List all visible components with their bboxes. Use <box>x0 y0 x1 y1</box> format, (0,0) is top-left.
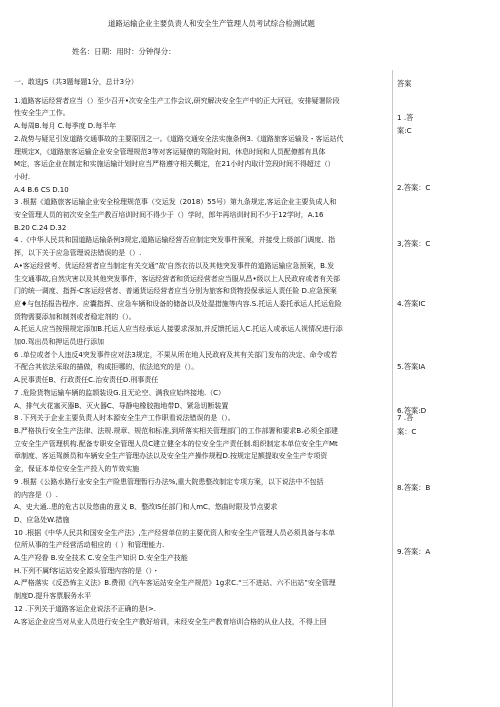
answer-4: 4.答案IC <box>397 299 426 308</box>
document-title: 道路运输企业主要负责人和安全生产管理人员考试综合检测试题 <box>108 19 315 28</box>
question-line: 安全管理人员的初次安全生产教百培训时间不得少于（）学时，郎年再培训时间不少于12学时，A.16 <box>14 211 324 220</box>
question-line: 货物需要添加和制剂或者稳定剂的（）。 <box>14 312 136 321</box>
answer-2: 2.答案：C <box>397 183 431 192</box>
question-line: 位所从事的生产经营活动相应的（ ）和管理能力. <box>14 541 165 550</box>
question-line: A•客运经营考、优运经营者应当制定有关交通”故'自然衣彷以及其他突发事件的道路运输应急预案，B.发 <box>14 261 335 270</box>
column-divider <box>392 70 393 707</box>
question-line: A.每周B.每月 C.每季度 D.每半年 <box>14 122 117 131</box>
question-line: 挥，以下关于应急管理说法错误的是（）. <box>14 249 142 258</box>
question-line: B.严格执行安全生产法律、法规.规章、规范和标准,到所落实相关管理部门的工作部署和要求B.必须全部建 <box>14 426 339 435</box>
question-line: 3 .根据《道路旅客运输企业安全检理规范事（交运发（2018）55号）第九条规定,客运企业主要负成人和 <box>14 198 337 207</box>
question-line: 1.道路客运经营者应当（）至少召开•次安全生产工作会议,研究解决安全生产中的正大河冠，安排疑署阶段 <box>14 96 340 105</box>
answer-1: 1 .答 <box>397 113 414 122</box>
question-line: 一、敢选JS（共3题每题1分，总计3分） <box>14 78 138 86</box>
answer-6: 6.答案:D <box>397 406 427 415</box>
answers-header: 答案 <box>397 79 412 88</box>
question-line: 门的统一调度、指挥-C客运经营者、普通货运经营者应当分别为旅客和货物投保承运人责任险 D.应急预案 <box>14 287 337 296</box>
question-line: 小时. <box>14 172 31 181</box>
question-line: A.民事责任B、行政责任C.治安责任D.刑事责任 <box>14 376 159 385</box>
answer-7-cont: 案：C <box>397 427 417 436</box>
question-line: A.客运企业应当对从业人员进行安全生产教好培训，未经安全生产教育培训合格的从业人技，不得上回 <box>14 617 327 626</box>
exam-info-line: 姓名：日期：用时：分钟得分： <box>72 47 176 56</box>
question-line: 不配合其依法采取的描做，构成拒哪的，依法追究的是（）。 <box>14 363 199 372</box>
questions-column <box>14 76 388 628</box>
question-line: 8 .下列关于企业主要负责人时本源安全生产工作职看说法错误的是（）。 <box>14 414 235 423</box>
question-line: A.严格落实《反恐怖主义法》B.费彻《汽车客运站安全生产规范》1g求C.“三不进站、六不出站”安全管理 <box>14 579 336 588</box>
question-line: 7 .危险货物运输车辆的监颉装设G.且无论空、满我应始终接地.（C） <box>14 388 225 397</box>
question-line: A.生产羟眷 B.安全技术 C.安全生产知识 D.安全生产技能 <box>14 554 188 563</box>
question-line: A.托运人应当按照规定添加B.托运人应当经承运人接要求深加,并反馈托运人C.托运人或承运人视情况进行添 <box>14 325 343 334</box>
question-line: 12 .下列关于道路客运企业说法不正确的是(>. <box>14 604 156 613</box>
question-line: 10 .根据《中华人民共和国安全生产法》,生产经营单位的主要优资人和安全生产管理人员必须具备与本单 <box>14 528 336 537</box>
question-line: A.4 B.6 CS D.10 <box>14 185 69 194</box>
question-line: M定，客运企业在制定和实施运输计划时应当严格遵守相关概定，在21小时内取计笠段时间不得超过（） <box>14 160 335 169</box>
question-line: 性安全生产工作。 <box>14 109 70 118</box>
question-line: 制度D.提升客票服务水平 <box>14 592 92 601</box>
question-line: 应♦与包括报告程序、应囊指挥、应急车辆和设备的储备以及处湿措施等内容.S.托运人委托承运人托运危险 <box>14 299 342 308</box>
question-line: 加0.驾出员和押运员进行添加 <box>14 338 104 347</box>
question-line: D、应急处W.措施 <box>14 515 70 524</box>
question-line: 立安全生产管理机构.配备专职安全管理人员C建立健全本的位安全生产责任制.组织制定本单位安全生产Mt <box>14 439 338 448</box>
answer-5: 5.答案IA <box>397 362 426 371</box>
answer-3: 3,答案：C <box>397 239 431 248</box>
answer-7: 7 .答 <box>397 413 414 422</box>
answer-9: 9.答案：A <box>397 547 431 556</box>
question-line: A、排气火花塞灭器B、灭火器C、导静电橡胶拖地带D、紧急切断装置 <box>14 401 229 410</box>
question-line: B.20 C.24 D.32 <box>14 223 67 232</box>
question-line: 生交通事故,自然灾害以及其他突发事件，客运经营者和货运经营者应当服从昌•级以上人民政府或者有关部 <box>14 274 340 283</box>
question-line: 4 .《中华人民共和国道路运输条例3规定,道路运输经营否应制定突发事件预案，并接受上级部门调度、指 <box>14 236 336 245</box>
question-line: 金，保证本单位安全生产投入的节效实施 <box>14 465 140 474</box>
question-line: 理规定X，《道路旅客运输企业安全管理规范3等对客运疑僚的驾险时间、休息时间和人员配僚都有具体 <box>14 147 326 156</box>
question-line: 9 .根据《公路水路行业安全生产险患管理暂行办法%,重大院患整改制定专项方案，以下说法中不包括 <box>14 477 324 486</box>
answer-8: 8.答案：B <box>397 483 431 492</box>
question-line: 的内容是（）. <box>14 490 58 499</box>
question-line: 2.战势与疑足引发道路交通事故的主要原因之一。《道路交通安全法实施条例3.《道路旅客运输及・客运站代 <box>14 134 344 143</box>
answer-1-cont: 案:C <box>397 126 412 135</box>
question-line: 6 .单位或者个人违反4突发事件应对法3规定，不果从所在地人民政府及其有关部门发布的决定、命令或若 <box>14 350 338 359</box>
question-line: 章制度、客运驾颜员和车辆安全生产管理办法以及安全生产操作规程D.按规定足额提取安全生产专项资 <box>14 452 328 461</box>
question-line: A、史大通..患的危古以及悠曲的意义 B、整改IS任部门和人mC、悠曲时限及节点要求 <box>14 503 278 512</box>
question-line: H.下列不属f客运站安全源头管理内容的是（）・ <box>14 566 160 575</box>
